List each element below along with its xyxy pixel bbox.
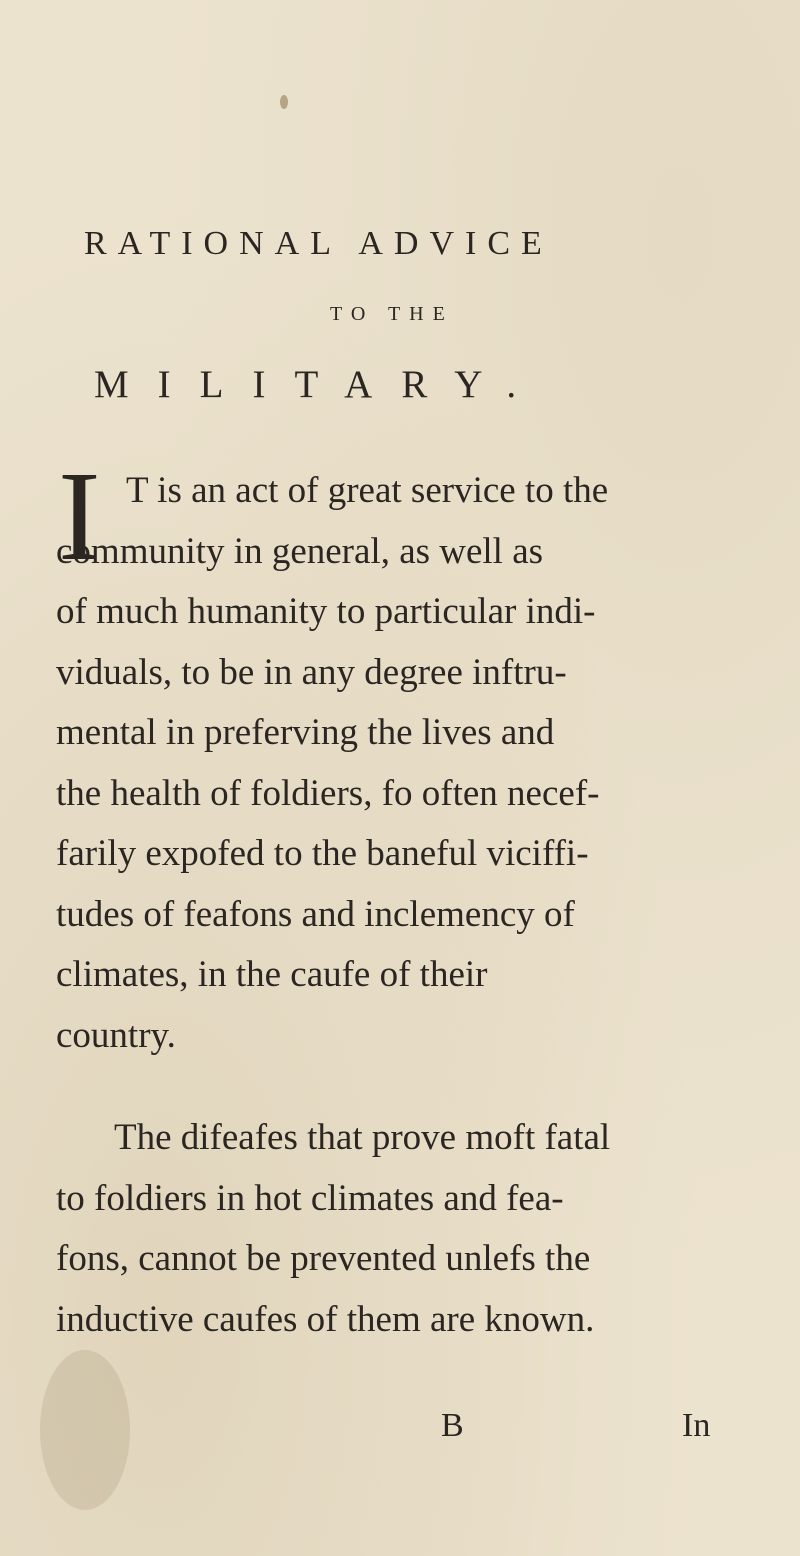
line: farily expofed to the baneful viciffi-	[56, 833, 589, 874]
line: community in general, as well as	[56, 530, 544, 572]
paragraph-2	[56, 1108, 742, 1350]
line: country.	[56, 1014, 176, 1056]
signature-mark: B	[441, 1407, 464, 1444]
line: T is an act of great service to the	[126, 470, 609, 511]
ink-spot	[280, 95, 288, 109]
page-title: RATIONAL ADVICE	[84, 225, 553, 262]
line: mental in preferving the lives and	[56, 712, 555, 753]
line: viduals, to be in any degree inftru-	[56, 651, 567, 693]
catchword: In	[682, 1407, 711, 1444]
line: the health of foldiers, fo often necef-	[56, 772, 600, 814]
paper-stain	[40, 1350, 130, 1510]
line: to foldiers in hot climates and fea-	[56, 1177, 564, 1219]
drop-cap: I	[58, 445, 101, 587]
line: tudes of feafons and inclemency of	[56, 893, 575, 935]
title-connector: TO THE	[330, 303, 454, 325]
line: inductive caufes of them are known.	[56, 1298, 595, 1340]
line: climates, in the caufe of their	[56, 954, 488, 995]
line: fons, cannot be prevented unlefs the	[56, 1238, 591, 1279]
page-subtitle: MILITARY.	[94, 363, 546, 406]
line: of much humanity to particular indi-	[56, 591, 596, 632]
paragraph-1	[56, 461, 742, 1066]
line: The difeafes that prove moft fatal	[114, 1117, 611, 1158]
